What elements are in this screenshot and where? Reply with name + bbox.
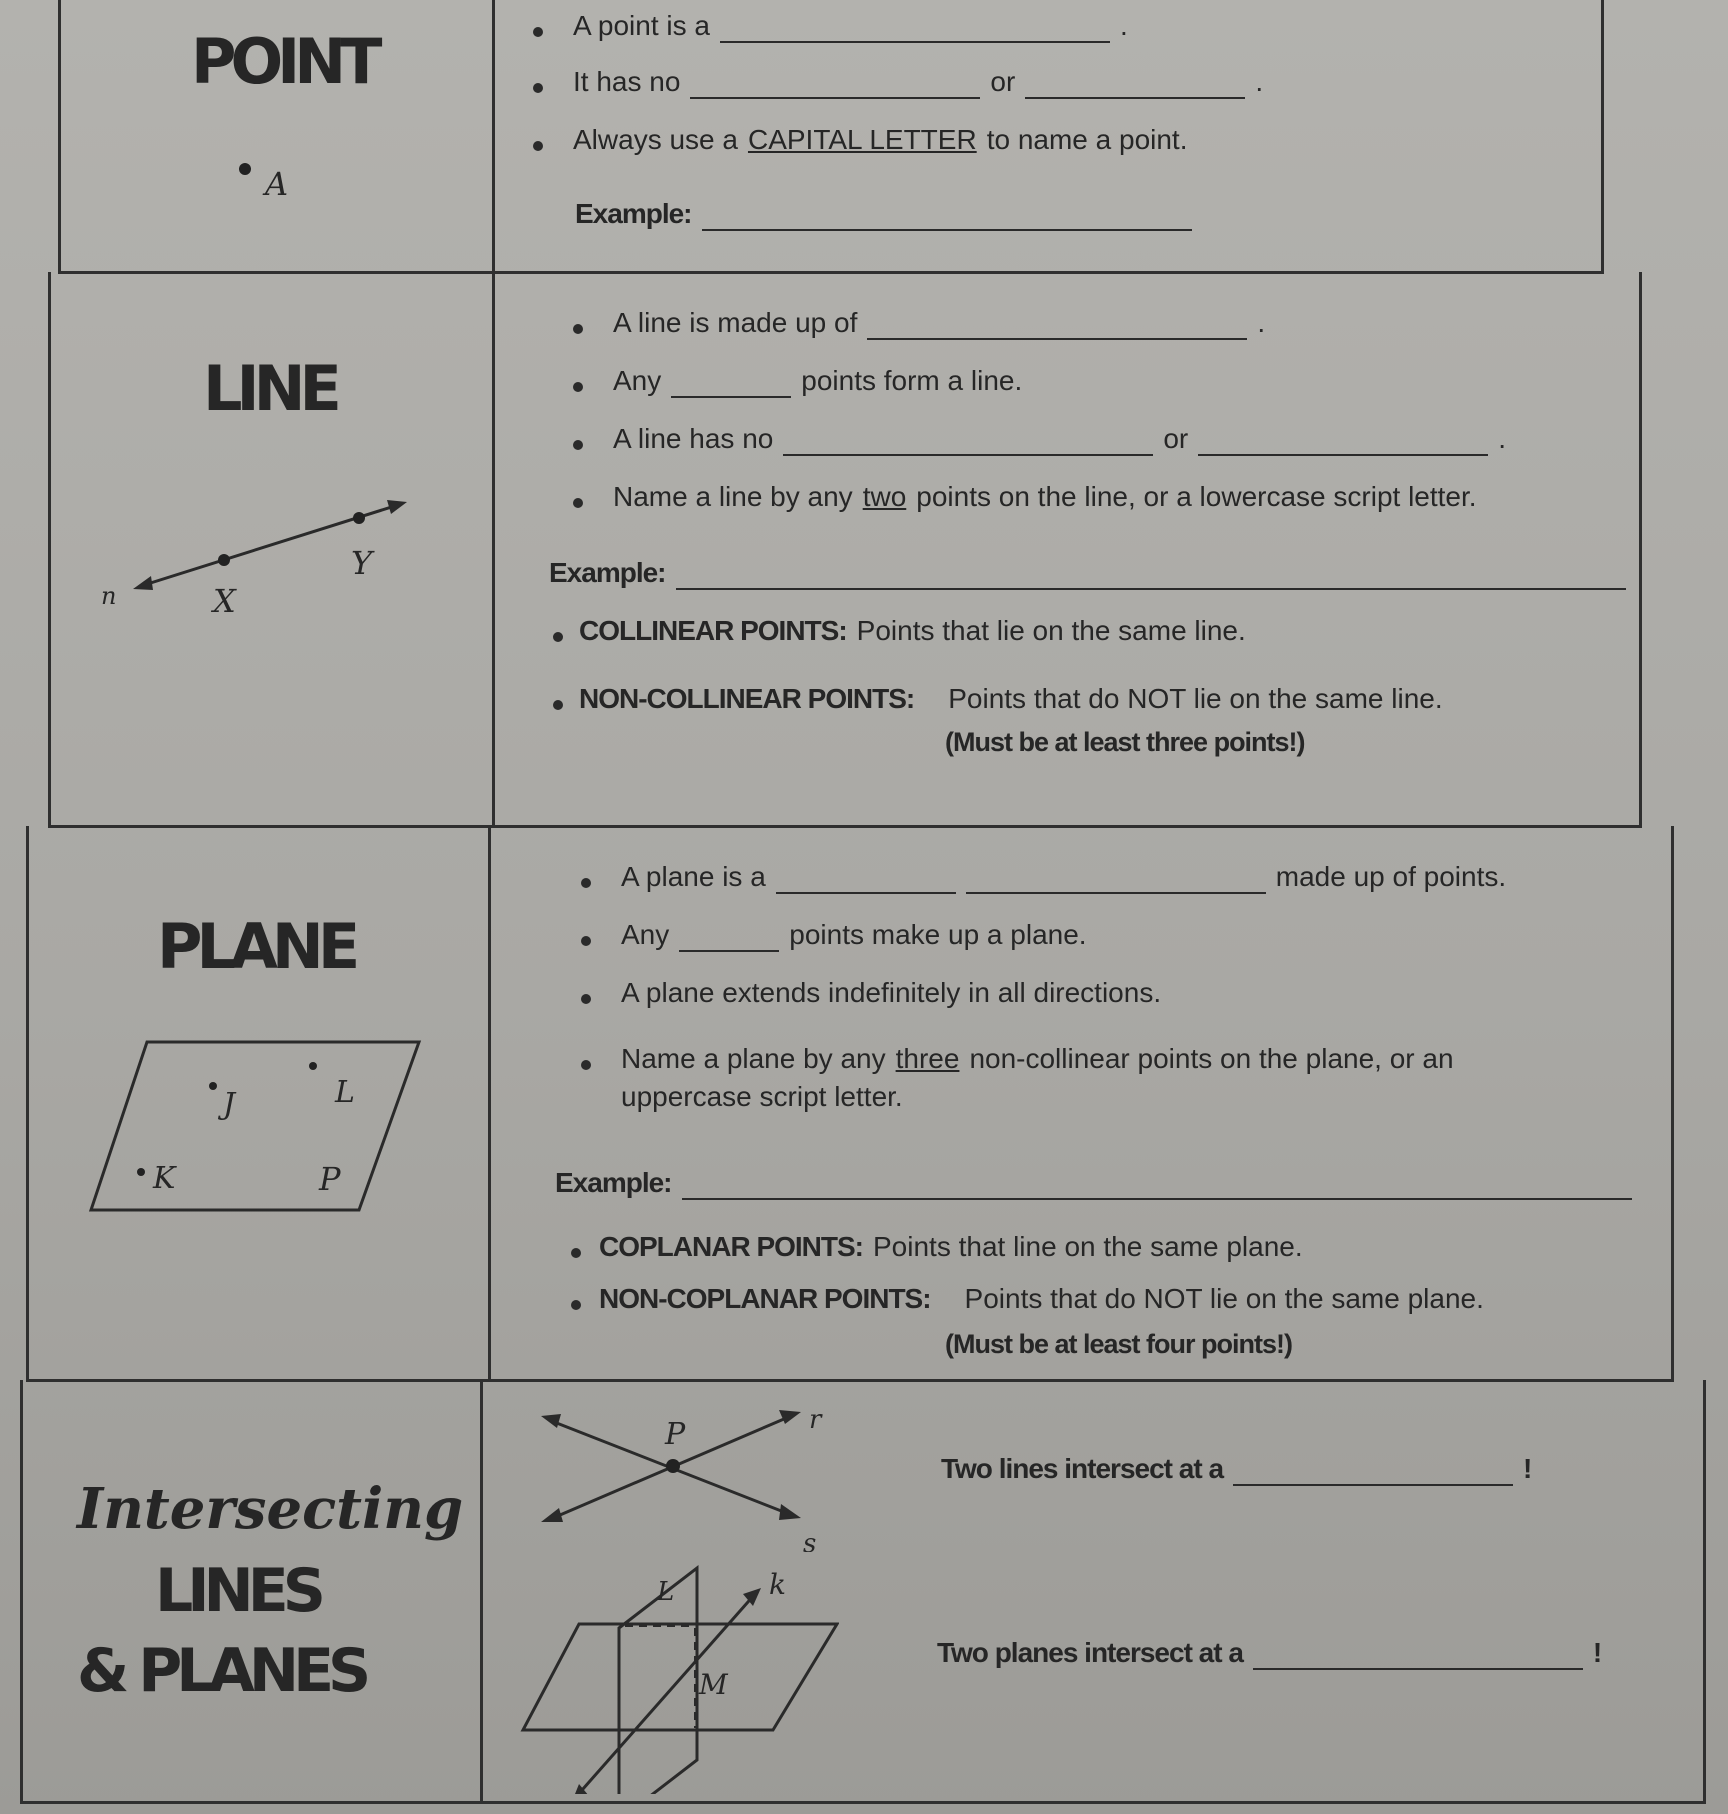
planes-k-label: k — [769, 1568, 786, 1601]
point-p-dot — [666, 1459, 680, 1473]
point-left-cell — [61, 0, 495, 271]
noncollinear-note: (Must be at least three points!) — [945, 727, 1305, 757]
arrow-left-icon — [133, 576, 153, 590]
line-y-label: Y — [351, 544, 373, 582]
point-b2-or: or — [990, 66, 1016, 97]
plane-left-cell — [29, 826, 491, 1379]
point-k-dot — [137, 1168, 145, 1176]
arrow-right-icon — [387, 500, 407, 514]
point-a-dot — [239, 163, 251, 175]
arrow-s-icon — [779, 1504, 801, 1520]
line-properties — [613, 422, 1506, 456]
line-b4-underlined: two — [862, 481, 907, 512]
line-title: LINE — [203, 352, 336, 425]
point-example-blank[interactable] — [702, 203, 1192, 231]
point-right-cell — [495, 0, 1601, 271]
arrow-left-up-icon — [541, 1414, 561, 1428]
noncoplanar-text: Points that do NOT lie on the same plane. — [964, 1283, 1484, 1314]
noncoplanar-heading: NON-COPLANAR POINTS: — [599, 1283, 931, 1314]
line-b2-post: points form a line. — [801, 365, 1023, 396]
point-b3-post: to name a point. — [986, 124, 1188, 155]
intersecting-left-cell — [23, 1380, 483, 1801]
noncoplanar-note: (Must be at least four points!) — [945, 1329, 1292, 1359]
line-b3-or: or — [1163, 423, 1189, 454]
bullet-dot — [573, 498, 583, 508]
lines-r-label: r — [809, 1405, 822, 1435]
bullet-dot — [533, 27, 543, 37]
plane-b4-line2: uppercase script letter. — [621, 1081, 903, 1112]
plane-b2-post: points make up a plane. — [789, 919, 1087, 950]
line-b3-end: . — [1498, 423, 1507, 454]
line-b3-blank-1[interactable] — [783, 428, 1153, 456]
line-example-blank[interactable] — [676, 562, 1626, 590]
point-row — [58, 0, 1604, 274]
plane-b2-blank[interactable] — [679, 924, 779, 952]
bullet-dot — [571, 1300, 581, 1310]
bullet-dot — [581, 936, 591, 946]
line-b1-text: A line is made up of — [613, 307, 858, 338]
line-b3-blank-2[interactable] — [1198, 428, 1488, 456]
line-left-cell — [51, 272, 495, 825]
intersecting-planes-diagram — [519, 1564, 839, 1794]
planes-intersect-text: Two planes intersect at a — [937, 1637, 1243, 1668]
line-b2-blank[interactable] — [671, 370, 791, 398]
plane-j-label: J — [223, 1087, 236, 1122]
point-definition — [573, 9, 1128, 43]
intersecting-title-script: Intersecting — [77, 1476, 464, 1542]
noncollinear-heading: NON-COLLINEAR POINTS: — [579, 683, 915, 714]
line-b4-post: points on the line, or a lowercase script letter. — [916, 481, 1477, 512]
point-b3-underlined: CAPITAL LETTER — [747, 124, 977, 155]
line-example — [549, 556, 1626, 590]
plane-b1-pre: A plane is a — [621, 861, 766, 892]
point-b2-text: It has no — [573, 66, 681, 97]
bullet-dot — [573, 440, 583, 450]
bullet-dot — [533, 83, 543, 93]
plane-k-label: K — [153, 1161, 176, 1196]
intersecting-right-cell — [483, 1380, 1703, 1801]
line-points-rule — [613, 364, 1022, 398]
planes-intersect-end: ! — [1592, 1637, 1602, 1668]
plane-parallelogram — [91, 1042, 419, 1210]
intersecting-lines-diagram — [539, 1402, 859, 1552]
lines-intersect-end: ! — [1523, 1453, 1532, 1484]
coplanar-text: Points that line on the same plane. — [873, 1231, 1303, 1262]
plane-b3-text: A plane extends indefinitely in all directions. — [621, 977, 1162, 1008]
lines-intersect-statement — [941, 1452, 1531, 1486]
point-b2-end: . — [1255, 66, 1264, 97]
plane-example-label: Example: — [555, 1167, 672, 1198]
plane-b4-post: non-collinear points on the plane, or an — [969, 1043, 1454, 1074]
point-a-label: A — [265, 165, 289, 203]
noncollinear-definition — [579, 682, 1443, 716]
point-example — [575, 197, 1192, 231]
bullet-dot — [553, 700, 563, 710]
bullet-dot — [581, 1060, 591, 1070]
bullet-dot — [533, 141, 543, 151]
point-naming-rule — [573, 123, 1188, 157]
line-b1-blank[interactable] — [867, 312, 1247, 340]
lines-p-label: P — [665, 1417, 686, 1452]
point-y-dot — [353, 512, 365, 524]
plane-b1-blank-1[interactable] — [776, 866, 956, 894]
plane-right-cell — [491, 826, 1671, 1379]
coplanar-definition — [599, 1230, 1303, 1264]
point-b3-pre: Always use a — [573, 124, 738, 155]
planes-intersect-statement — [937, 1636, 1601, 1670]
intersecting-title-planes: & PLANES — [77, 1636, 366, 1706]
plane-title: PLANE — [157, 910, 355, 983]
point-b1-text: A point is a — [573, 10, 710, 41]
point-diagram — [231, 149, 351, 219]
line-x-label: X — [213, 582, 236, 620]
arrow-r-icon — [779, 1410, 801, 1424]
point-j-dot — [209, 1082, 217, 1090]
line-row — [48, 272, 1642, 828]
bullet-dot — [581, 994, 591, 1004]
point-title: POINT — [191, 25, 377, 98]
plane-naming-rule-cont — [621, 1080, 903, 1114]
point-example-label: Example: — [575, 198, 692, 229]
point-l-dot — [309, 1062, 317, 1070]
lines-intersect-text: Two lines intersect at a — [941, 1453, 1224, 1484]
planes-intersect-blank[interactable] — [1253, 1642, 1583, 1670]
plane-row — [26, 826, 1674, 1382]
lines-s-label: s — [803, 1529, 817, 1552]
arrow-left-down-icon — [541, 1508, 563, 1522]
intersecting-row — [20, 1380, 1706, 1804]
line-b3-pre: A line has no — [613, 423, 774, 454]
line-n-label: n — [101, 582, 117, 610]
point-b1-end: . — [1119, 10, 1128, 41]
collinear-definition — [579, 614, 1246, 648]
plane-p-label: P — [319, 1160, 341, 1198]
plane-example — [555, 1166, 1632, 1200]
bullet-dot — [581, 878, 591, 888]
plane-diagram — [87, 1038, 427, 1218]
line-b1-end: . — [1257, 307, 1266, 338]
line-definition — [613, 306, 1265, 340]
plane-extends — [621, 976, 1161, 1010]
noncollinear-text: Points that do NOT lie on the same line. — [948, 683, 1443, 714]
plane-b4-pre: Name a plane by any — [621, 1043, 886, 1074]
plane-example-blank[interactable] — [682, 1172, 1632, 1200]
coplanar-heading: COPLANAR POINTS: — [599, 1231, 863, 1262]
collinear-heading: COLLINEAR POINTS: — [579, 615, 847, 646]
line-b2-pre: Any — [613, 365, 662, 396]
line-b4-pre: Name a line by any — [613, 481, 853, 512]
noncoplanar-definition — [599, 1282, 1484, 1316]
line-right-cell — [495, 272, 1639, 825]
bullet-dot — [573, 324, 583, 334]
point-b1-blank[interactable] — [720, 15, 1110, 43]
plane-b1-post: made up of points. — [1275, 861, 1507, 892]
lines-intersect-blank[interactable] — [1233, 1458, 1513, 1486]
planes-l-label: L — [657, 1577, 675, 1607]
line-example-label: Example: — [549, 557, 666, 588]
plane-l-label: L — [335, 1075, 355, 1110]
point-x-dot — [218, 554, 230, 566]
point-b2-blank-1[interactable] — [690, 71, 980, 99]
point-b2-blank-2[interactable] — [1025, 71, 1245, 99]
bullet-dot — [573, 382, 583, 392]
line-diagram — [101, 498, 441, 648]
plane-b4-underlined: three — [895, 1043, 960, 1074]
bullet-dot — [553, 632, 563, 642]
plane-points-rule — [621, 918, 1087, 952]
point-properties — [573, 65, 1263, 99]
plane-definition — [621, 860, 1506, 894]
bullet-dot — [571, 1248, 581, 1258]
plane-naming-rule — [621, 1042, 1454, 1076]
plane-b2-pre: Any — [621, 919, 670, 950]
plane-b1-blank-2[interactable] — [966, 866, 1266, 894]
planes-m-label: M — [699, 1668, 728, 1701]
line-naming-rule — [613, 480, 1477, 514]
collinear-text: Points that lie on the same line. — [856, 615, 1246, 646]
intersecting-title-lines: LINES — [155, 1556, 320, 1626]
